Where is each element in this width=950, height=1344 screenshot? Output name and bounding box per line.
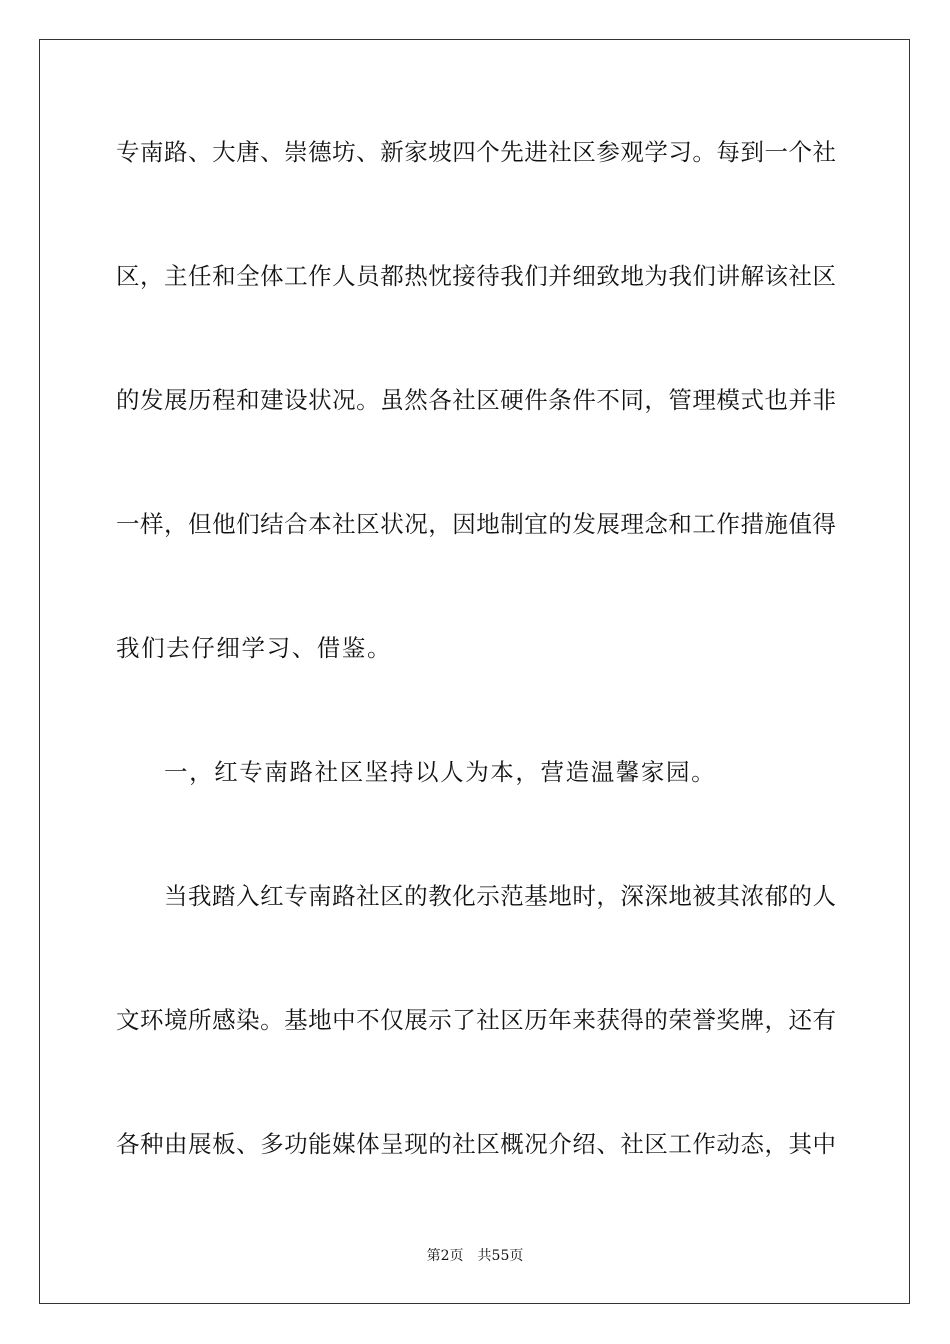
section-heading: 一，红专南路社区坚持以人为本，营造温馨家园。 bbox=[164, 758, 717, 786]
page-footer bbox=[0, 1247, 950, 1265]
page-total: 共55页 bbox=[477, 1248, 524, 1264]
paragraph-line: 的发展历程和建设状况。虽然各社区硬件条件不同，管理模式也并非 bbox=[116, 386, 836, 414]
paragraph-line: 文环境所感染。基地中不仅展示了社区历年来获得的荣誉奖牌，还有 bbox=[116, 1006, 836, 1034]
page-number: 第2页 bbox=[426, 1248, 464, 1264]
paragraph-line: 区，主任和全体工作人员都热忱接待我们并细致地为我们讲解该社区 bbox=[116, 262, 836, 290]
page-border bbox=[39, 39, 910, 1304]
paragraph-line: 各种由展板、多功能媒体呈现的社区概况介绍、社区工作动态，其中 bbox=[116, 1130, 836, 1158]
paragraph-line: 我们去仔细学习、借鉴。 bbox=[116, 634, 393, 662]
paragraph-line: 当我踏入红专南路社区的教化示范基地时，深深地被其浓郁的人 bbox=[164, 882, 836, 910]
paragraph-line: 专南路、大唐、崇德坊、新家坡四个先进社区参观学习。每到一个社 bbox=[116, 138, 836, 166]
paragraph-line: 一样，但他们结合本社区状况，因地制宜的发展理念和工作措施值得 bbox=[116, 510, 836, 538]
